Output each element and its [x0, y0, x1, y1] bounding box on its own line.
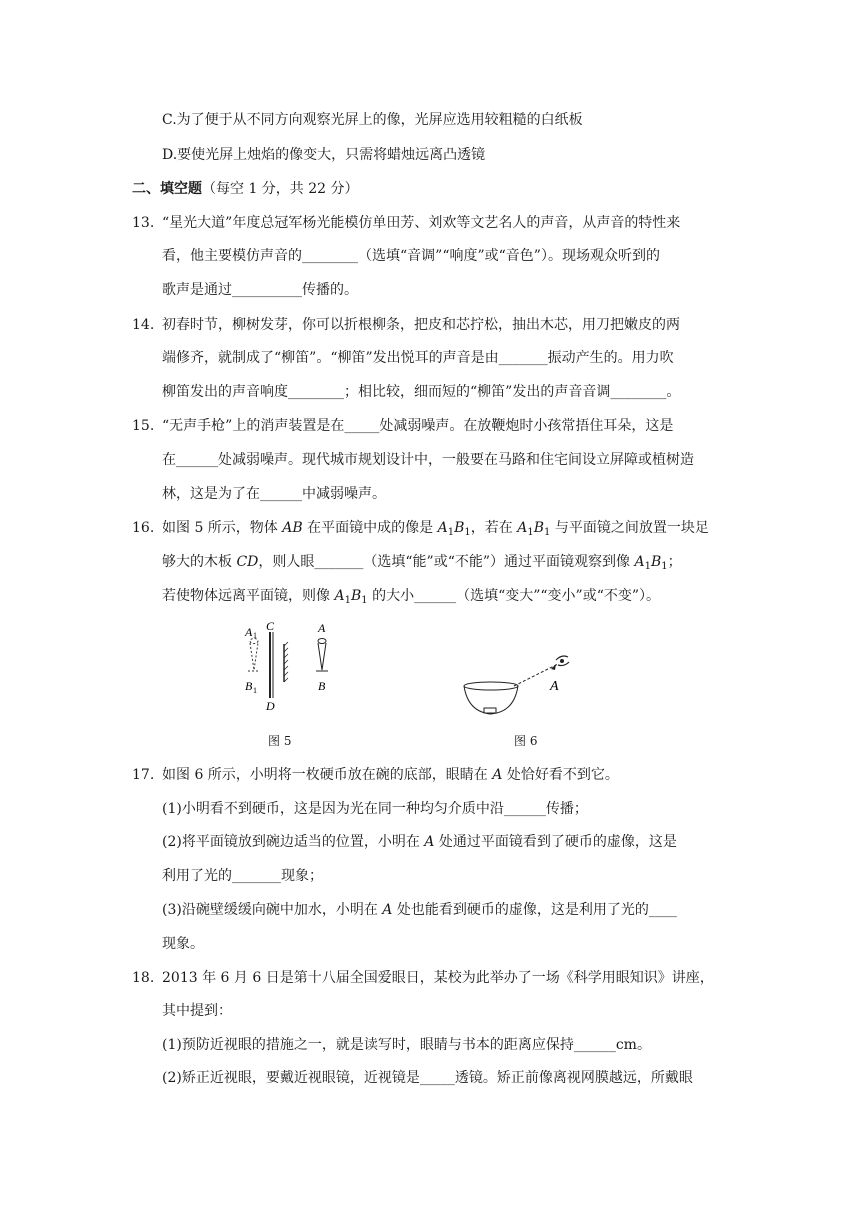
q15-line-2: 在______处减弱噪声。现代城市规划设计中，一般要在马路和住宅间设立屏障或植树造 [162, 452, 694, 468]
question-number-14: 14. [132, 317, 155, 333]
question-number-18: 18. [132, 970, 155, 986]
fig5-label-b1: B [245, 679, 253, 693]
q17-line-1: 如图 6 所示，小明将一枚硬币放在碗的底部，眼睛在 A 处恰好看不到它。 [162, 767, 619, 783]
fig5-label-a1: A [245, 625, 253, 639]
question-number-16: 16. [132, 520, 155, 536]
fig6-label-a: A [550, 679, 559, 694]
q16-line-1: 如图 5 所示，物体 AB 在平面镜中成的像是 $A_1B_1$，若在 $A_1B_1$ 与平面镜之间放置一块足 [162, 520, 709, 538]
q18-line-1: 2013 年 6 月 6 日是第十八届全国爱眼日，某校为此举办了一场《科学用眼知识》讲座， [162, 970, 714, 986]
svg-text:1: 1 [253, 686, 257, 695]
fig5-label-c: C [266, 619, 275, 633]
q17-part-2-cont: 利用了光的_______现象； [162, 868, 323, 884]
figure-5-caption: 图 5 [268, 734, 292, 748]
q13-line-2: 看，他主要模仿声音的________（选填“音调”“响度”或“音色”）。现场观众听到的 [162, 248, 660, 264]
q17-part-1: (1)小明看不到硬币，这是因为光在同一种均匀介质中沿______传播； [162, 801, 588, 817]
q14-line-1: 初春时节，柳树发芽，你可以折根柳条，把皮和芯拧松，抽出木芯，用刀把嫩皮的两 [162, 317, 680, 333]
q14-line-2: 端修齐，就制成了“柳笛”。“柳笛”发出悦耳的声音是由_______振动产生的。用力吹 [162, 350, 674, 366]
q13-line-1: “星光大道”年度总冠军杨光能模仿单田芳、刘欢等文艺名人的声音，从声音的特性来 [162, 215, 681, 231]
option-d: D.要使光屏上烛焰的像变大，只需将蜡烛远离凸透镜 [162, 147, 486, 163]
section-title: 二、填空题 [132, 181, 202, 197]
section-note: （每空 1 分，共 22 分） [202, 181, 359, 197]
section-heading [132, 179, 359, 199]
q17-part-2: (2)将平面镜放到碗边适当的位置，小明在 A 处通过平面镜看到了硬币的虚像，这是 [162, 834, 677, 850]
q17-part-3: (3)沿碗壁缓缓向碗中加水，小明在 A 处也能看到硬币的虚像，这是利用了光的____ [162, 902, 677, 918]
fig5-label-d: D [266, 699, 275, 713]
question-number-15: 15. [132, 418, 155, 434]
svg-text:1: 1 [253, 631, 257, 640]
q16-line-2: 够大的木板 CD，则人眼_______（选填“能”或“不能”）通过平面镜观察到像 $A_1B_1$； [162, 554, 682, 572]
question-number-13: 13. [132, 215, 155, 231]
q17-part-3-cont: 现象。 [162, 936, 204, 952]
figure-6-caption: 图 6 [514, 734, 538, 748]
figure-6-bowl-diagram [458, 648, 588, 720]
question-number-17: 17. [132, 767, 155, 783]
q16-line-3: 若使物体远离平面镜，则像 $A_1B_1$ 的大小______（选填“变大”“变小”或“不变”）。 [162, 588, 661, 606]
q14-line-3: 柳笛发出的声音响度________；相比较，细而短的“柳笛”发出的声音音调________。 [162, 384, 681, 400]
coin-icon [484, 708, 496, 713]
option-c: C.为了便于从不同方向观察光屏上的像，光屏应选用较粗糙的白纸板 [162, 112, 583, 128]
q18-part-1: (1)预防近视眼的措施之一，就是读写时，眼睛与书本的距离应保持______cm。 [162, 1037, 651, 1053]
q15-line-3: 林，这是为了在______中减弱噪声。 [162, 486, 386, 502]
q18-part-2: (2)矫正近视眼，要戴近视眼镜，近视镜是_____透镜。矫正前像离视网膜越远，所戴眼 [162, 1070, 693, 1086]
q18-line-2: 其中提到： [162, 1003, 232, 1019]
q13-line-3: 歌声是通过__________传播的。 [162, 282, 358, 298]
fig5-label-a: A [318, 621, 326, 635]
fig5-label-b: B [318, 679, 326, 693]
figure-5-mirror-diagram [236, 618, 346, 714]
q15-line-1: “无声手枪”上的消声装置是在_____处减弱噪声。在放鞭炮时小孩常捂住耳朵，这是 [162, 418, 674, 434]
eye-icon [556, 656, 569, 666]
